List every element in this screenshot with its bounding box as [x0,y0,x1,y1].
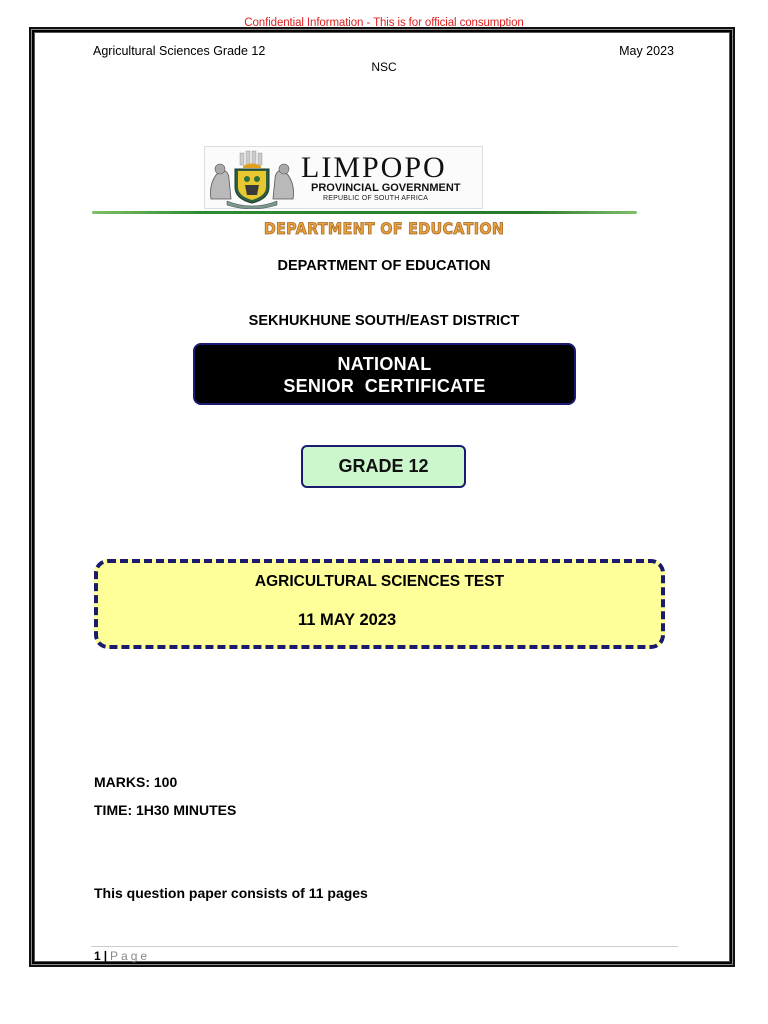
page-count-note: This question paper consists of 11 pages [94,885,368,901]
coat-of-arms-icon [207,149,297,209]
logo-subtitle: PROVINCIAL GOVERNMENT [311,182,461,194]
time-info: TIME: 1H30 MINUTES [94,802,237,818]
confidential-notice: Confidential Information - This is for official consumption [244,17,524,29]
logo-tagline: REPUBLIC OF SOUTH AFRICA [323,195,429,202]
header-nsc: NSC [371,60,397,74]
certificate-line-2: SENIOR CERTIFICATE [283,376,486,396]
certificate-line-1: NATIONAL [337,354,432,374]
header-subject: Agricultural Sciences Grade 12 [93,44,266,58]
department-title: DEPARTMENT OF EDUCATION [277,258,491,274]
district-title: SEKHUKHUNE SOUTH/EAST DISTRICT [248,313,520,329]
page-number: 1 [94,949,101,963]
limpopo-logo [204,146,483,209]
certificate-banner [193,343,576,405]
grade-badge: GRADE 12 [301,445,466,488]
test-date: 11 MAY 2023 [298,611,397,629]
department-banner: DEPARTMENT OF EDUCATION [263,219,505,238]
header-date: May 2023 [619,44,674,58]
footer-divider [91,946,678,947]
test-info-box [94,559,665,649]
green-divider [92,211,637,214]
test-title: AGRICULTURAL SCIENCES TEST [254,573,505,590]
page-label: Page [110,949,151,963]
marks-info: MARKS: 100 [94,774,178,790]
logo-title: LIMPOPO [301,151,447,184]
page-footer [94,949,150,963]
footer-separator: | [103,949,108,963]
